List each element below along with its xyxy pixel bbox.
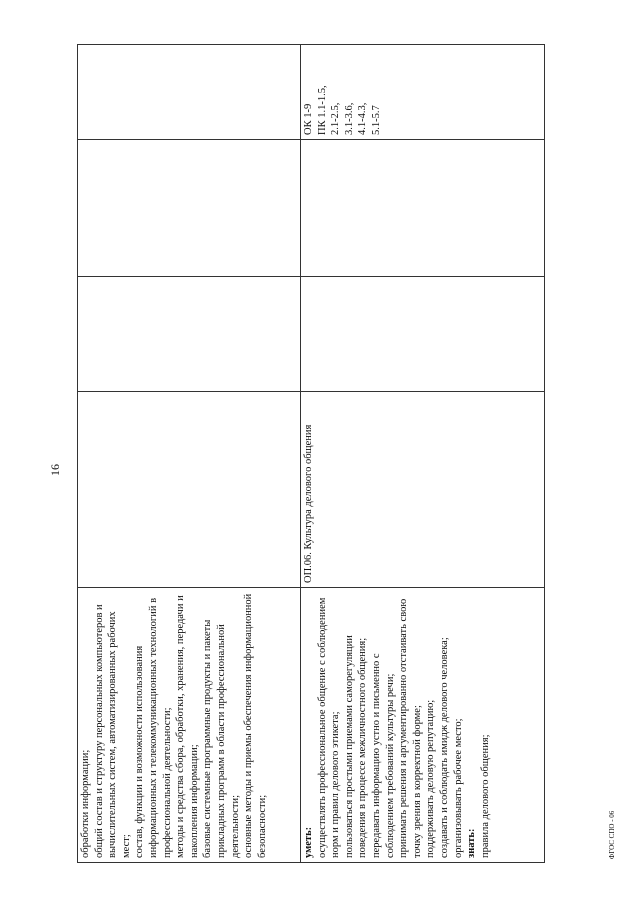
hours-cell-2	[301, 140, 545, 277]
skills-heading: уметь:	[303, 826, 314, 858]
discipline-name: ОП.06. Культура делового общения	[303, 424, 314, 583]
hours-cell-2	[78, 140, 301, 277]
page-number: 16	[48, 464, 62, 476]
discipline-cell	[78, 392, 301, 588]
footer-code: ФГОС СПО - 06	[608, 810, 616, 860]
requirements-cell	[301, 588, 545, 863]
competencies-cell	[301, 45, 545, 140]
requirements-text: обработки информации; общий состав и структуру персональных компьютеров и вычислительных систем, автоматизированных рабочих мест; состав, функции и возможности использования информационных и телекоммуникационных технологий в профессиональной деятельности; методы и средства сбора, обработки, хранения, передачи и накопления информации; базовые системные программные продукты и пакеты прикладных программ в области профессиональной деятельности; основные методы и приемы обеспечения информационной безопасности;	[80, 593, 268, 858]
hours-cell	[78, 277, 301, 392]
table-row	[78, 45, 301, 863]
requirements-cell	[78, 588, 301, 863]
rotated-table-wrapper	[77, 45, 544, 863]
hours-cell	[301, 277, 545, 392]
skills-text: осуществлять профессиональное общение с соблюдением норм и правил делового этикета; пользоваться простыми приемами саморегуляции поведения в процессе межличностного общения; передавать информацию устно и письменно с соблюдением требований культуры речи; принимать решения и аргументированно отстаивать свою точку зрения в корректной форме; поддерживать деловую репутацию; создавать и соблюдать имидж делового человека; организовывать рабочее место;	[316, 597, 464, 858]
knowledge-text: правила делового общения;	[479, 734, 491, 858]
competencies-text: ОК 1-9 ПК 1.1-1.5, 2.1-2.5, 3.1-3.6, 4.1-4.3, 5.1-5.7	[303, 85, 382, 135]
curriculum-table	[77, 44, 545, 863]
table-row	[301, 45, 545, 863]
competencies-cell	[78, 45, 301, 140]
knowledge-heading: знать:	[466, 828, 478, 858]
discipline-cell	[301, 392, 545, 588]
